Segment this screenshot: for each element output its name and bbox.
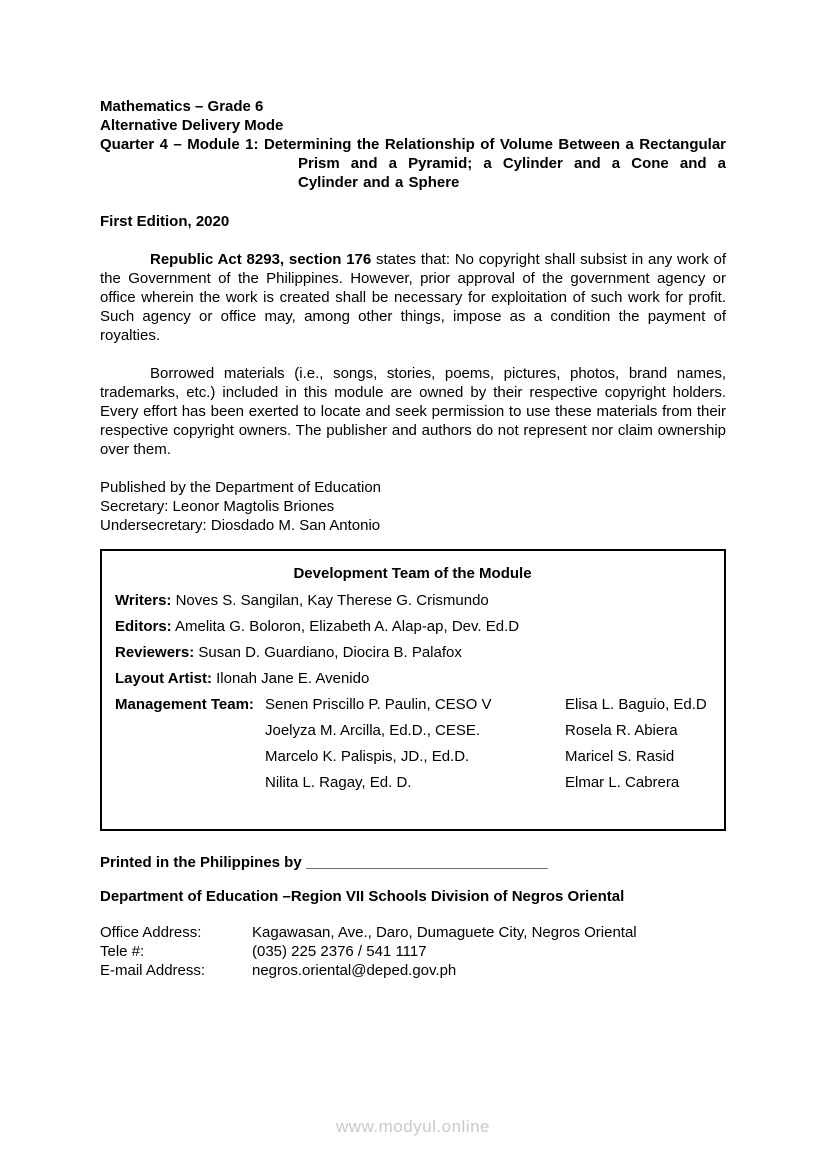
printed-label: Printed in the Philippines by — [100, 854, 306, 871]
management-name: Joelyza M. Arcilla, Ed.D., CESE. — [265, 722, 481, 739]
office-address-value: Kagawasan, Ave., Daro, Dumaguete City, Negros Oriental — [252, 924, 637, 941]
copyright-rest: states that: No copyright shall subsist in any work of the Government of the Philippines. However, prior approval of the government agency or office wherein the work is created shall be necessary for exploitation of such work for profit. Such agency or office may, among other things, impose as a condition the payment of royalties. — [100, 251, 726, 344]
layout-artist-names: Ilonah Jane E. Avenido — [211, 670, 370, 687]
email-value: negros.oriental@deped.gov.ph — [252, 962, 457, 979]
management-name: Marcelo K. Palispis, JD., Ed.D. — [265, 748, 470, 765]
edition-line: First Edition, 2020 — [100, 213, 230, 230]
management-name: Rosela R. Abiera — [565, 722, 678, 739]
module-title: Determining the Relationship of Volume Between a Rectangular Prism and a Pyramid; a Cylinder and a Cone and a Cylinder and a Sphere — [263, 136, 726, 191]
layout-artist-label: Layout Artist: — [115, 670, 212, 687]
management-name: Senen Priscillo P. Paulin, CESO V — [265, 696, 492, 713]
telephone-label: Tele #: — [100, 943, 145, 960]
office-address-label: Office Address: — [100, 924, 202, 941]
division-line: Department of Education –Region VII Schools Division of Negros Oriental — [100, 888, 625, 905]
management-grid-spacer — [115, 721, 265, 740]
module-label: Quarter 4 – Module 1: — [100, 136, 259, 153]
publisher-block — [100, 478, 726, 535]
delivery-mode-line: Alternative Delivery Mode — [100, 117, 284, 134]
secretary-line: Secretary: Leonor Magtolis Briones — [100, 498, 335, 515]
management-grid-spacer — [115, 773, 265, 792]
management-team-grid — [115, 695, 710, 792]
reviewers-line — [115, 643, 710, 662]
contact-info-grid — [100, 923, 726, 980]
telephone-value: (035) 225 2376 / 541 1117 — [252, 943, 427, 960]
published-by-line: Published by the Department of Education — [100, 479, 382, 496]
management-grid-spacer — [115, 747, 265, 766]
management-name: Nilita L. Ragay, Ed. D. — [265, 774, 412, 791]
management-team-label: Management Team: — [115, 696, 254, 713]
layout-artist-line — [115, 669, 710, 688]
development-team-title: Development Team of the Module — [293, 565, 532, 582]
reviewers-label: Reviewers: — [115, 644, 195, 661]
printed-in-philippines-line — [100, 853, 726, 872]
management-name: Maricel S. Rasid — [565, 748, 675, 765]
borrowed-materials-paragraph: Borrowed materials (i.e., songs, stories, poems, pictures, photos, brand names, trademarks, etc.) included in this module are owned by their respective copyright holders. Every effort has been exerted to locate and seek permission to use these materials from their respective copyright owners. The publisher and authors do not represent nor claim ownership over them. — [100, 365, 726, 458]
email-label: E-mail Address: — [100, 962, 206, 979]
management-name: Elmar L. Cabrera — [565, 774, 680, 791]
editors-names: Amelita G. Boloron, Elizabeth A. Alap-ap, Dev. Ed.D — [171, 618, 520, 635]
writers-names: Noves S. Sangilan, Kay Therese G. Crismundo — [171, 592, 489, 609]
subject-grade-line: Mathematics – Grade 6 — [100, 98, 264, 115]
copyright-paragraph — [100, 250, 726, 345]
management-name: Elisa L. Baguio, Ed.D — [565, 696, 707, 713]
copyright-lead: Republic Act 8293, section 176 — [150, 251, 372, 268]
editors-label: Editors: — [115, 618, 172, 635]
development-team-box — [100, 549, 726, 831]
writers-label: Writers: — [115, 592, 172, 609]
undersecretary-line: Undersecretary: Diosdado M. San Antonio — [100, 517, 381, 534]
reviewers-names: Susan D. Guardiano, Diocira B. Palafox — [194, 644, 462, 661]
module-title-block — [100, 135, 726, 192]
printed-blank-line: _____________________________ — [305, 854, 548, 871]
writers-line — [115, 591, 710, 610]
editors-line — [115, 617, 710, 636]
watermark-url: www.modyul.online — [335, 1117, 490, 1136]
